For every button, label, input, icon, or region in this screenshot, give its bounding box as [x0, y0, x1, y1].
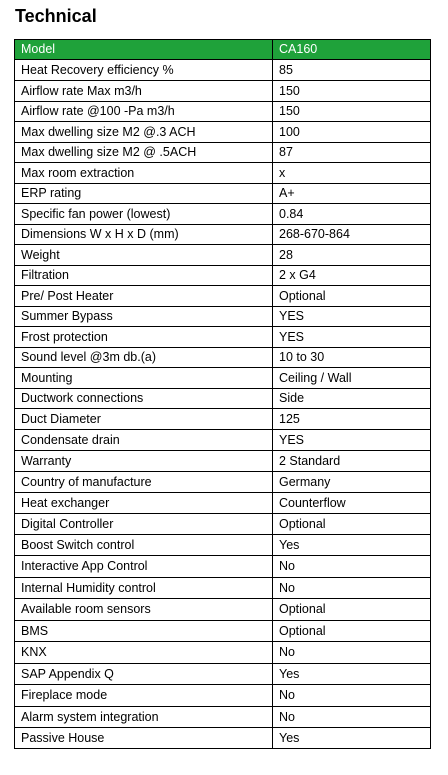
table-row [15, 728, 431, 749]
spec-label-cell: Heat Recovery efficiency % [15, 60, 273, 81]
table-row [15, 664, 431, 685]
spec-value-cell: YES [273, 307, 431, 327]
spec-label-cell: Ductwork connections [15, 389, 273, 409]
spec-value-cell: 150 [273, 81, 431, 102]
spec-value-cell: Side [273, 389, 431, 409]
table-row [15, 245, 431, 266]
spec-label-cell: Dimensions W x H x D (mm) [15, 225, 273, 245]
spec-value-cell: No [273, 707, 431, 728]
spec-label-cell: Fireplace mode [15, 685, 273, 707]
spec-value-cell: No [273, 556, 431, 578]
spec-value-cell: Counterflow [273, 493, 431, 514]
spec-label-cell: Passive House [15, 728, 273, 749]
spec-label-cell: Summer Bypass [15, 307, 273, 327]
spec-label-cell: Digital Controller [15, 514, 273, 535]
spec-value-cell: Yes [273, 535, 431, 556]
spec-value-cell: A+ [273, 184, 431, 204]
spec-value-cell: Optional [273, 621, 431, 642]
spec-value-cell: Optional [273, 286, 431, 307]
table-row [15, 143, 431, 163]
table-row [15, 472, 431, 493]
table-row [15, 307, 431, 327]
spec-value-cell: 2 Standard [273, 451, 431, 472]
table-row [15, 578, 431, 599]
spec-label-cell: Country of manufacture [15, 472, 273, 493]
spec-label-cell: Max dwelling size M2 @ .5ACH [15, 143, 273, 163]
spec-label-cell: KNX [15, 642, 273, 664]
spec-label-cell: Condensate drain [15, 430, 273, 451]
table-row [15, 122, 431, 143]
table-row [15, 225, 431, 245]
table-row [15, 266, 431, 286]
spec-value-cell: 100 [273, 122, 431, 143]
spec-value-cell: 10 to 30 [273, 348, 431, 368]
spec-label-cell: SAP Appendix Q [15, 664, 273, 685]
table-row [15, 685, 431, 707]
spec-label-cell: Sound level @3m db.(a) [15, 348, 273, 368]
column-header-model: Model [15, 40, 273, 60]
spec-label-cell: Max room extraction [15, 163, 273, 184]
table-row [15, 493, 431, 514]
page-title: Technical [15, 6, 97, 26]
spec-label-cell: BMS [15, 621, 273, 642]
spec-label-cell: Internal Humidity control [15, 578, 273, 599]
table-row [15, 409, 431, 430]
spec-label-cell: Filtration [15, 266, 273, 286]
table-row [15, 60, 431, 81]
spec-label-cell: Warranty [15, 451, 273, 472]
spec-value-cell: Yes [273, 664, 431, 685]
spec-value-cell: 2 x G4 [273, 266, 431, 286]
table-row [15, 430, 431, 451]
spec-value-cell: No [273, 578, 431, 599]
table-row [15, 348, 431, 368]
table-row [15, 102, 431, 122]
table-body [15, 60, 431, 749]
column-header-value: CA160 [273, 40, 431, 60]
table-row [15, 389, 431, 409]
table-row [15, 286, 431, 307]
spec-value-cell: Germany [273, 472, 431, 493]
spec-label-cell: Available room sensors [15, 599, 273, 621]
spec-value-cell: 87 [273, 143, 431, 163]
table-row [15, 163, 431, 184]
spec-label-cell: Airflow rate @100 -Pa m3/h [15, 102, 273, 122]
spec-value-cell: x [273, 163, 431, 184]
spec-value-cell: 125 [273, 409, 431, 430]
table-row [15, 621, 431, 642]
table-row [15, 451, 431, 472]
spec-label-cell: Interactive App Control [15, 556, 273, 578]
table-row [15, 368, 431, 389]
spec-value-cell: 85 [273, 60, 431, 81]
spec-label-cell: Heat exchanger [15, 493, 273, 514]
spec-label-cell: Frost protection [15, 327, 273, 348]
spec-value-cell: Optional [273, 514, 431, 535]
spec-label-cell: Boost Switch control [15, 535, 273, 556]
spec-value-cell: 150 [273, 102, 431, 122]
table-row [15, 204, 431, 225]
table-row [15, 81, 431, 102]
spec-value-cell: YES [273, 430, 431, 451]
table-row [15, 184, 431, 204]
spec-value-cell: Ceiling / Wall [273, 368, 431, 389]
table-row [15, 707, 431, 728]
spec-value-cell: No [273, 642, 431, 664]
spec-label-cell: ERP rating [15, 184, 273, 204]
spec-value-cell: No [273, 685, 431, 707]
table-row [15, 599, 431, 621]
spec-label-cell: Mounting [15, 368, 273, 389]
table-row [15, 556, 431, 578]
spec-label-cell: Weight [15, 245, 273, 266]
spec-value-cell: 28 [273, 245, 431, 266]
spec-value-cell: 268-670-864 [273, 225, 431, 245]
spec-value-cell: 0.84 [273, 204, 431, 225]
spec-label-cell: Pre/ Post Heater [15, 286, 273, 307]
table-row [15, 535, 431, 556]
spec-label-cell: Alarm system integration [15, 707, 273, 728]
spec-label-cell: Duct Diameter [15, 409, 273, 430]
table-row [15, 327, 431, 348]
spec-value-cell: Yes [273, 728, 431, 749]
spec-label-cell: Max dwelling size M2 @.3 ACH [15, 122, 273, 143]
spec-value-cell: Optional [273, 599, 431, 621]
table-row [15, 642, 431, 664]
spec-value-cell: YES [273, 327, 431, 348]
table-row [15, 514, 431, 535]
spec-label-cell: Specific fan power (lowest) [15, 204, 273, 225]
spec-label-cell: Airflow rate Max m3/h [15, 81, 273, 102]
technical-spec-table [14, 39, 431, 749]
table-header-row [15, 40, 431, 60]
